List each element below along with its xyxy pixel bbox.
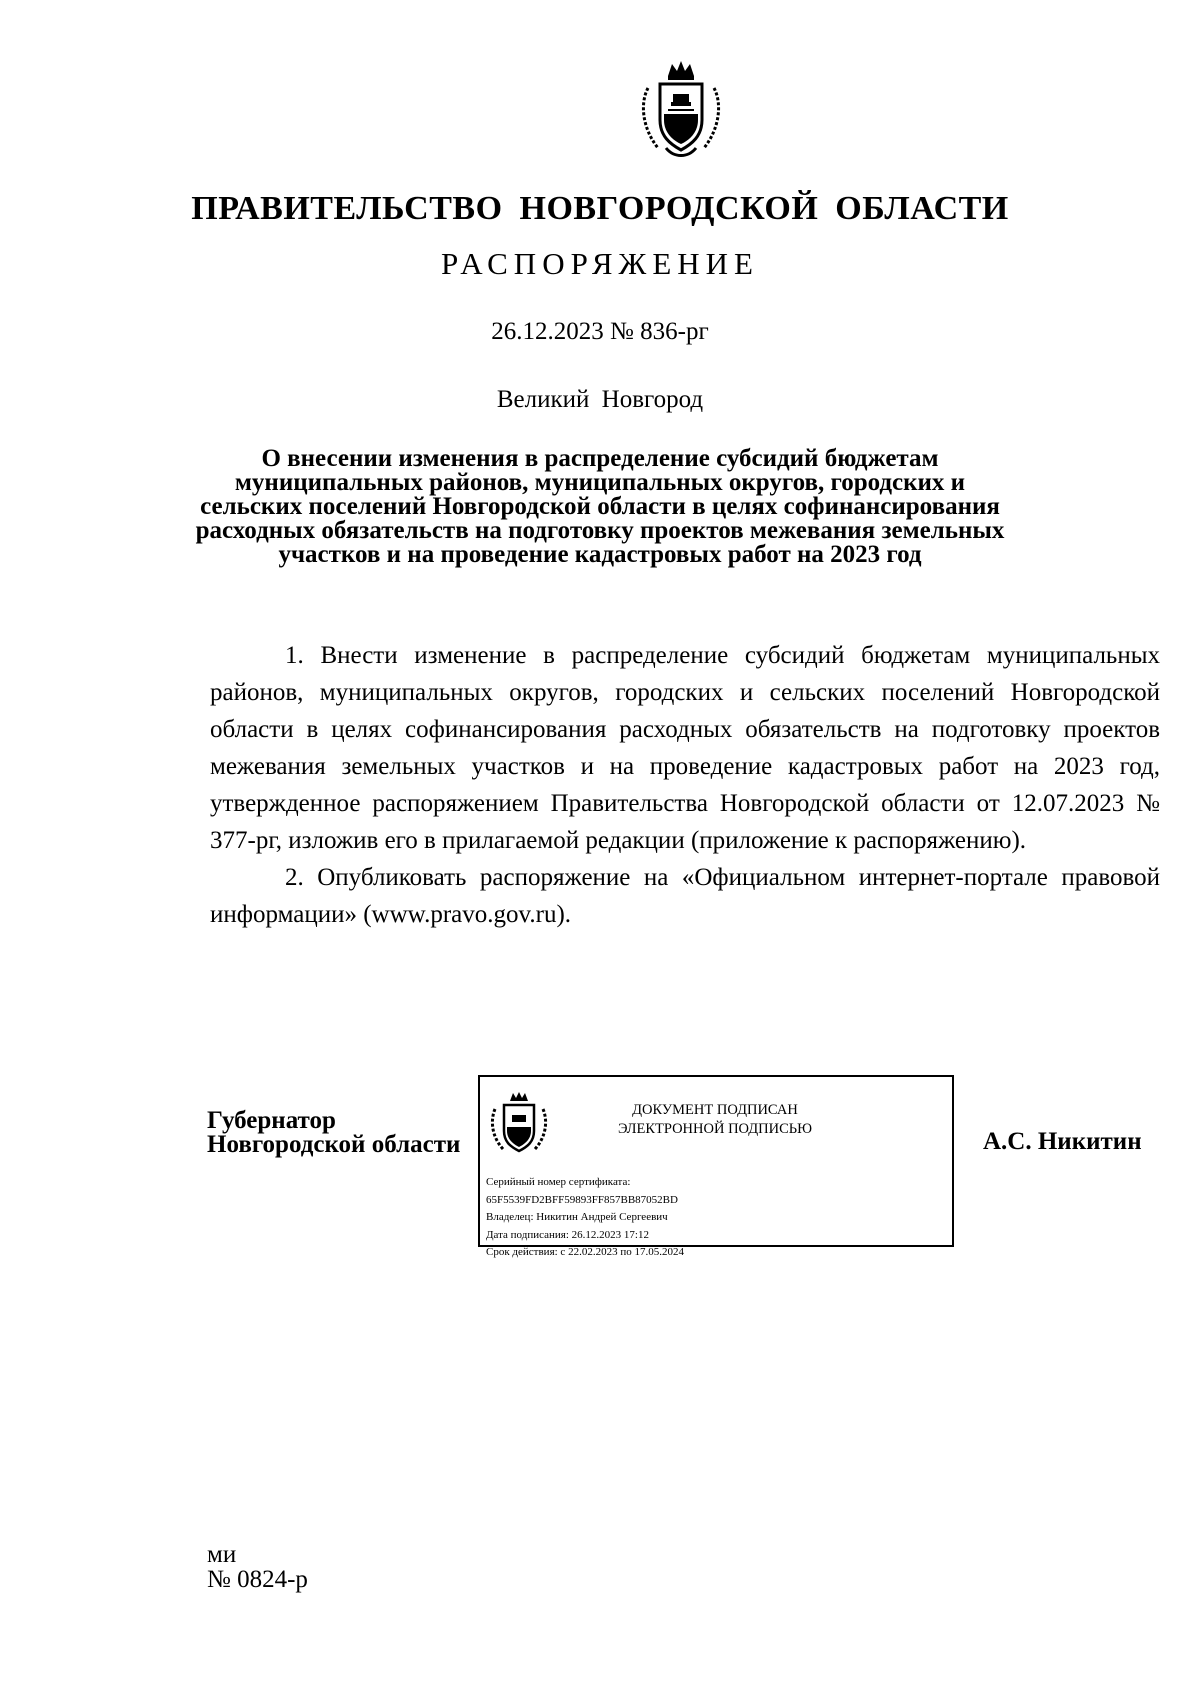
- stamp-title-line: ДОКУМЕНТ ПОДПИСАН: [632, 1102, 798, 1118]
- title-line: расходных обязательств на подготовку проектов межевания земельных: [195, 517, 1005, 544]
- title-line: О внесении изменения в распределение субсидий бюджетам: [261, 445, 939, 472]
- signatory-position-line: Губернатор: [207, 1107, 336, 1134]
- certificate-owner: Владелец: Никитин Андрей Сергеевич: [486, 1211, 668, 1223]
- registration-number: № 0824-р: [207, 1566, 308, 1593]
- document-body: [210, 637, 1160, 933]
- signing-date: Дата подписания: 26.12.2023 17:12: [486, 1228, 649, 1241]
- electronic-signature-stamp: [478, 1075, 954, 1258]
- organization-name: ПРАВИТЕЛЬСТВО НОВГОРОДСКОЙ ОБЛАСТИ: [191, 190, 1009, 227]
- title-line: муниципальных районов, муниципальных округов, городских и: [234, 469, 966, 496]
- certificate-label: Серийный номер сертификата:: [486, 1176, 631, 1188]
- certificate-validity: Срок действия: с 22.02.2023 по 17.05.2024: [486, 1246, 684, 1258]
- certificate-serial: 65F5539FD2BFF59893FF857BB87052BD: [486, 1193, 678, 1206]
- coat-of-arms-icon: [638, 58, 724, 162]
- stamp-title: [565, 1101, 865, 1139]
- stamp-title-line: ЭЛЕКТРОННОЙ ПОДПИСЬЮ: [617, 1121, 813, 1137]
- document-title: [180, 447, 1020, 567]
- executor-initials: ми: [207, 1541, 237, 1568]
- coat-of-arms-icon: [489, 1091, 549, 1157]
- title-line: сельских поселений Новгородской области в целях софинансирования: [200, 493, 1000, 520]
- body-paragraph: 1. Внести изменение в распределение субсидий бюджетам муниципальных районов, муниципальных округов, городских и сельских поселений Новгородской области в целях софинансирования расходных обязательств на подготовку проектов межевания земельных участков и на проведение кадастровых работ на 2023 год, утвержденное распоряжением Правительства Новгородской области от 12.07.2023 № 377-рг, изложив его в прилагаемой редакции (приложение к распоряжению).: [210, 642, 1160, 854]
- stamp-certificate-info: [486, 1174, 684, 1262]
- signatory-position: [207, 1109, 460, 1157]
- document-date-number: 26.12.2023 № 836-рг: [491, 318, 709, 345]
- signatory-position-line: Новгородской области: [207, 1131, 461, 1158]
- body-paragraph: 2. Опубликовать распоряжение на «Официальном интернет-портале правовой информации» (www.pravo.gov.ru).: [210, 864, 1160, 928]
- document-type: РАСПОРЯЖЕНИЕ: [441, 246, 759, 281]
- title-line: участков и на проведение кадастровых работ на 2023 год: [278, 541, 922, 568]
- signatory-name: А.С. Никитин: [983, 1128, 1142, 1155]
- document-city: Великий Новгород: [496, 386, 704, 413]
- document-footer: [207, 1542, 308, 1592]
